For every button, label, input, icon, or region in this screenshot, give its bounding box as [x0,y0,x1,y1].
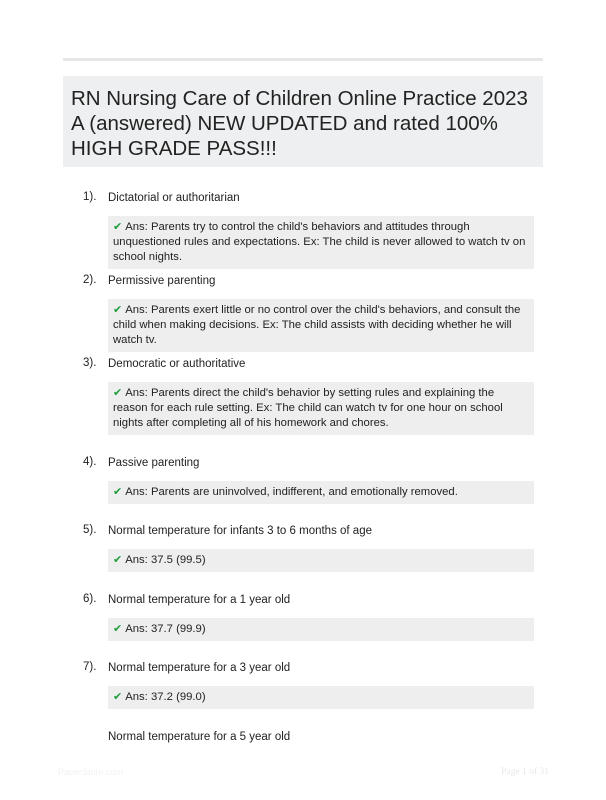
question-text: Normal temperature for a 1 year old [108,594,291,606]
check-icon: ✔ [113,691,123,703]
answer-text: Ans: 37.2 (99.0) [125,691,206,703]
answer-text: Ans: 37.7 (99.9) [125,623,206,635]
question-text: Dictatorial or authoritarian [108,192,240,204]
question-number: 2). [83,274,97,286]
answer-box [108,686,534,709]
footer-watermark: PaperStore.com [58,767,124,777]
answer-box [108,481,534,504]
answer-box [108,618,534,641]
check-icon: ✔ [113,554,123,566]
answer-text: Ans: Parents try to control the child's behaviors and attitudes through unquestioned rules and expectations. Ex: The child is never allowed to watch tv on school nights. [113,221,526,263]
document-title: RN Nursing Care of Children Online Practice 2023 A (answered) NEW UPDATED and rated 100% HIGH GRADE PASS!!! [71,87,528,160]
check-icon: ✔ [113,486,123,498]
question-number: 3). [83,357,97,369]
answer-box [108,216,534,269]
question-text: Normal temperature for a 3 year old [108,662,291,674]
top-divider [63,58,543,61]
question-number: 1). [83,191,97,203]
answer-box [108,549,534,572]
question-number: 5). [83,524,97,536]
answer-text: Ans: 37.5 (99.5) [125,554,206,566]
page-number: Page 1 of 31 [501,767,549,777]
answer-box [108,382,534,435]
answer-text: Ans: Parents exert little or no control over the child's behaviors, and consult the child when making decisions. Ex: The child assists with deciding whether he will watch tv. [113,304,521,346]
question-number: 4). [83,456,97,468]
answer-text: Ans: Parents are uninvolved, indifferent, and emotionally removed. [125,486,458,498]
question-number: 7). [83,661,97,673]
question-text: Normal temperature for a 5 year old [108,731,291,743]
check-icon: ✔ [113,623,123,635]
check-icon: ✔ [113,221,123,233]
question-text: Passive parenting [108,457,200,469]
question-text: Democratic or authoritative [108,358,246,370]
check-icon: ✔ [113,387,123,399]
check-icon: ✔ [113,304,123,316]
answer-box [108,299,534,352]
question-text: Permissive parenting [108,275,216,287]
question-number: 6). [83,593,97,605]
title-box [63,76,543,167]
answer-text: Ans: Parents direct the child's behavior by setting rules and explaining the reason for each rule setting. Ex: The child can watch tv for one hour on school nights after completing all of his homework and chores. [113,387,503,429]
question-text: Normal temperature for infants 3 to 6 months of age [108,525,372,537]
